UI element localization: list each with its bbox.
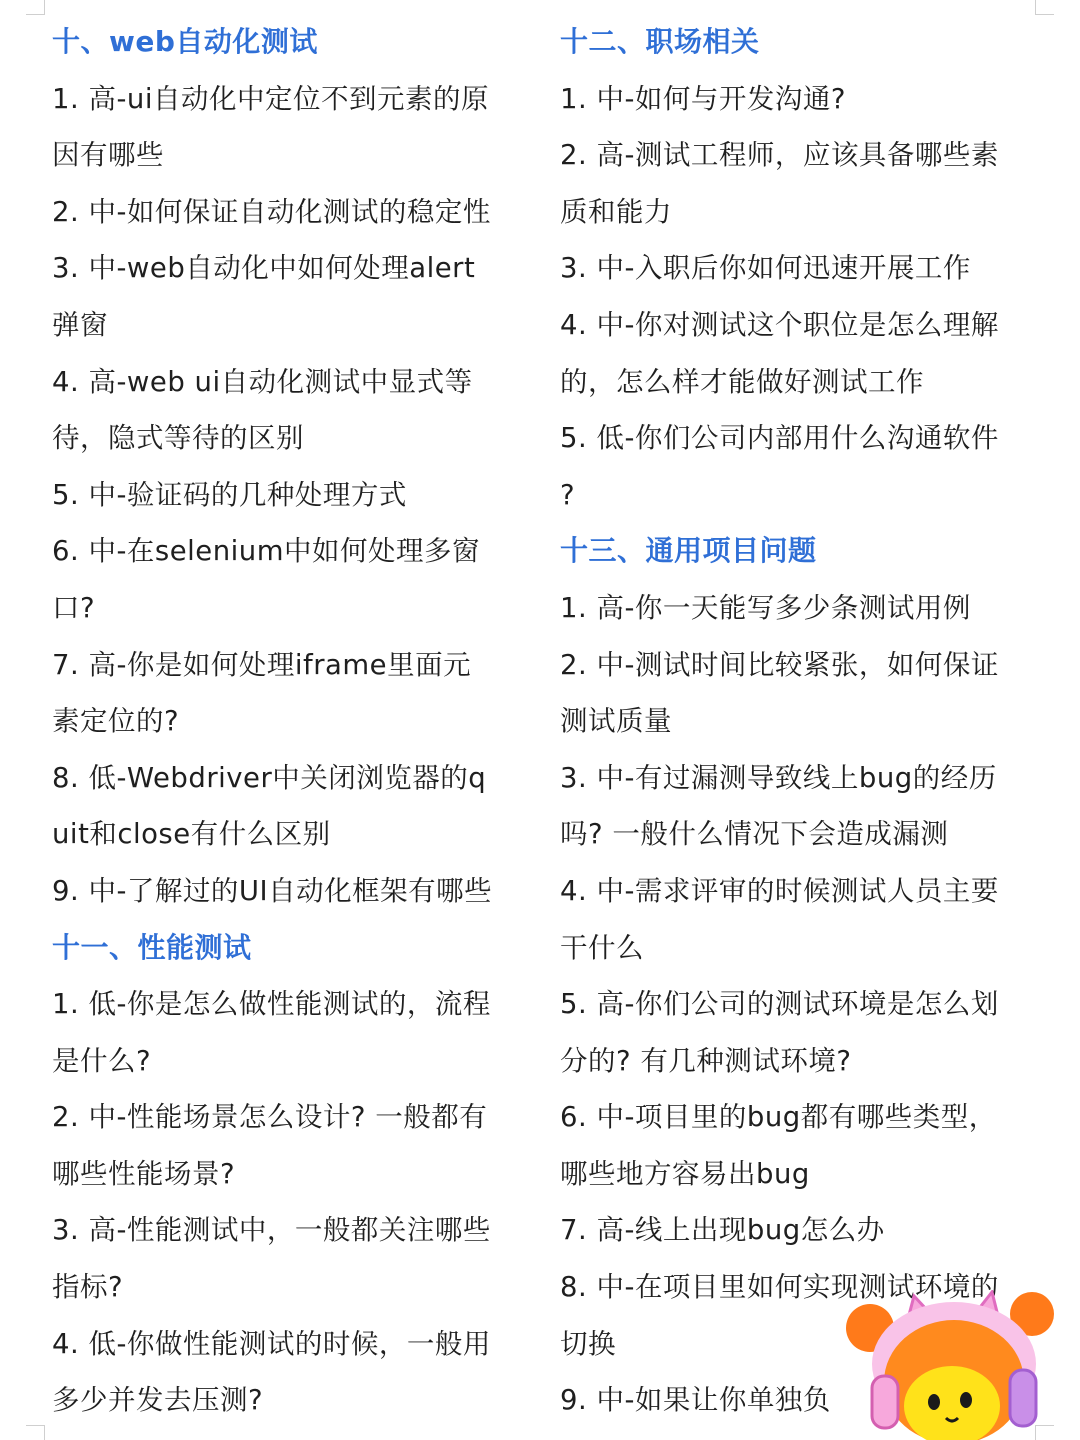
question-line: 指标? xyxy=(52,1271,124,1304)
question-line: 口? xyxy=(52,591,96,624)
question-line: 7. 高-线上出现bug怎么办 xyxy=(560,1214,885,1247)
question-line: 3. 高-性能测试中，一般都关注哪些 xyxy=(52,1214,491,1247)
question-line: 因有哪些 xyxy=(52,139,164,172)
question-line: 8. 低-Webdriver中关闭浏览器的q xyxy=(52,761,487,794)
question-line: 4. 中-你对测试这个职位是怎么理解 xyxy=(560,308,999,341)
question-line: 吗? 一般什么情况下会造成漏测 xyxy=(560,818,949,851)
question-line: 1. 中-如何与开发沟通? xyxy=(560,82,846,115)
question-line: 4. 高-web ui自动化测试中显式等 xyxy=(52,365,473,398)
page-corner-mark xyxy=(26,0,45,15)
question-line: 测试质量 xyxy=(560,705,672,738)
question-line: 素定位的? xyxy=(52,705,180,738)
question-line: 4. 中-需求评审的时候测试人员主要 xyxy=(560,874,999,907)
question-line: ? xyxy=(560,478,576,511)
question-line: 9. 中-了解过的UI自动化框架有哪些 xyxy=(52,874,493,907)
page-corner-mark xyxy=(26,1425,45,1440)
question-line: 8. 中-在项目里如何实现测试环境的 xyxy=(560,1271,999,1304)
question-line: 5. 低-你们公司内部用什么沟通软件 xyxy=(560,422,999,455)
page-corner-mark xyxy=(1035,0,1054,15)
question-line: 哪些性能场景? xyxy=(52,1157,236,1190)
question-line: 9. 中-如果让你单独负 xyxy=(560,1384,831,1417)
question-line: 是什么? xyxy=(52,1044,152,1077)
left-column xyxy=(52,14,532,1429)
question-line: 2. 中-如何保证自动化测试的稳定性 xyxy=(52,195,491,228)
question-line: 质和能力 xyxy=(560,195,672,228)
question-line: 6. 中-项目里的bug都有哪些类型， xyxy=(560,1101,997,1134)
right-column xyxy=(560,14,1035,1429)
section-heading-web-automation: 十、web自动化测试 xyxy=(52,25,318,58)
question-line: uit和close有什么区别 xyxy=(52,818,331,851)
eye-right xyxy=(960,1392,972,1408)
question-line: 1. 高-ui自动化中定位不到元素的原 xyxy=(52,82,489,115)
headphone-cup-left xyxy=(872,1376,898,1428)
question-line: 2. 中-测试时间比较紧张，如何保证 xyxy=(560,648,999,681)
section-heading-workplace: 十二、职场相关 xyxy=(560,25,760,58)
question-line: 1. 低-你是怎么做性能测试的，流程 xyxy=(52,988,491,1021)
question-line: 干什么 xyxy=(560,931,644,964)
question-line: 的，怎么样才能做好测试工作 xyxy=(560,365,924,398)
question-line: 5. 高-你们公司的测试环境是怎么划 xyxy=(560,988,999,1021)
question-line: 1. 高-你一天能写多少条测试用例 xyxy=(560,591,971,624)
question-line: 7. 高-你是如何处理iframe里面元 xyxy=(52,648,472,681)
question-line: 切换 xyxy=(560,1327,616,1360)
question-line: 3. 中-web自动化中如何处理alert xyxy=(52,252,476,285)
section-heading-general-project: 十三、通用项目问题 xyxy=(560,534,817,568)
question-line: 6. 中-在selenium中如何处理多窗 xyxy=(52,535,480,568)
question-line: 5. 中-验证码的几种处理方式 xyxy=(52,478,407,511)
question-line: 2. 高-测试工程师，应该具备哪些素 xyxy=(560,139,999,172)
question-line: 待，隐式等待的区别 xyxy=(52,422,304,455)
question-line: 弹窗 xyxy=(52,308,108,341)
section-heading-performance-testing: 十一、性能测试 xyxy=(52,930,252,964)
question-line: 哪些地方容易出bug xyxy=(560,1157,810,1190)
question-line: 4. 低-你做性能测试的时候，一般用 xyxy=(52,1327,491,1360)
question-line: 分的? 有几种测试环境? xyxy=(560,1044,852,1077)
eye-left xyxy=(928,1394,940,1410)
question-line: 3. 中-有过漏测导致线上bug的经历 xyxy=(560,761,997,794)
headphone-cup-right xyxy=(1010,1370,1036,1426)
question-line: 3. 中-入职后你如何迅速开展工作 xyxy=(560,252,971,285)
question-line: 多少并发去压测? xyxy=(52,1384,264,1417)
question-line: 2. 中-性能场景怎么设计? 一般都有 xyxy=(52,1101,488,1134)
mascot-sticker xyxy=(842,1290,1072,1440)
